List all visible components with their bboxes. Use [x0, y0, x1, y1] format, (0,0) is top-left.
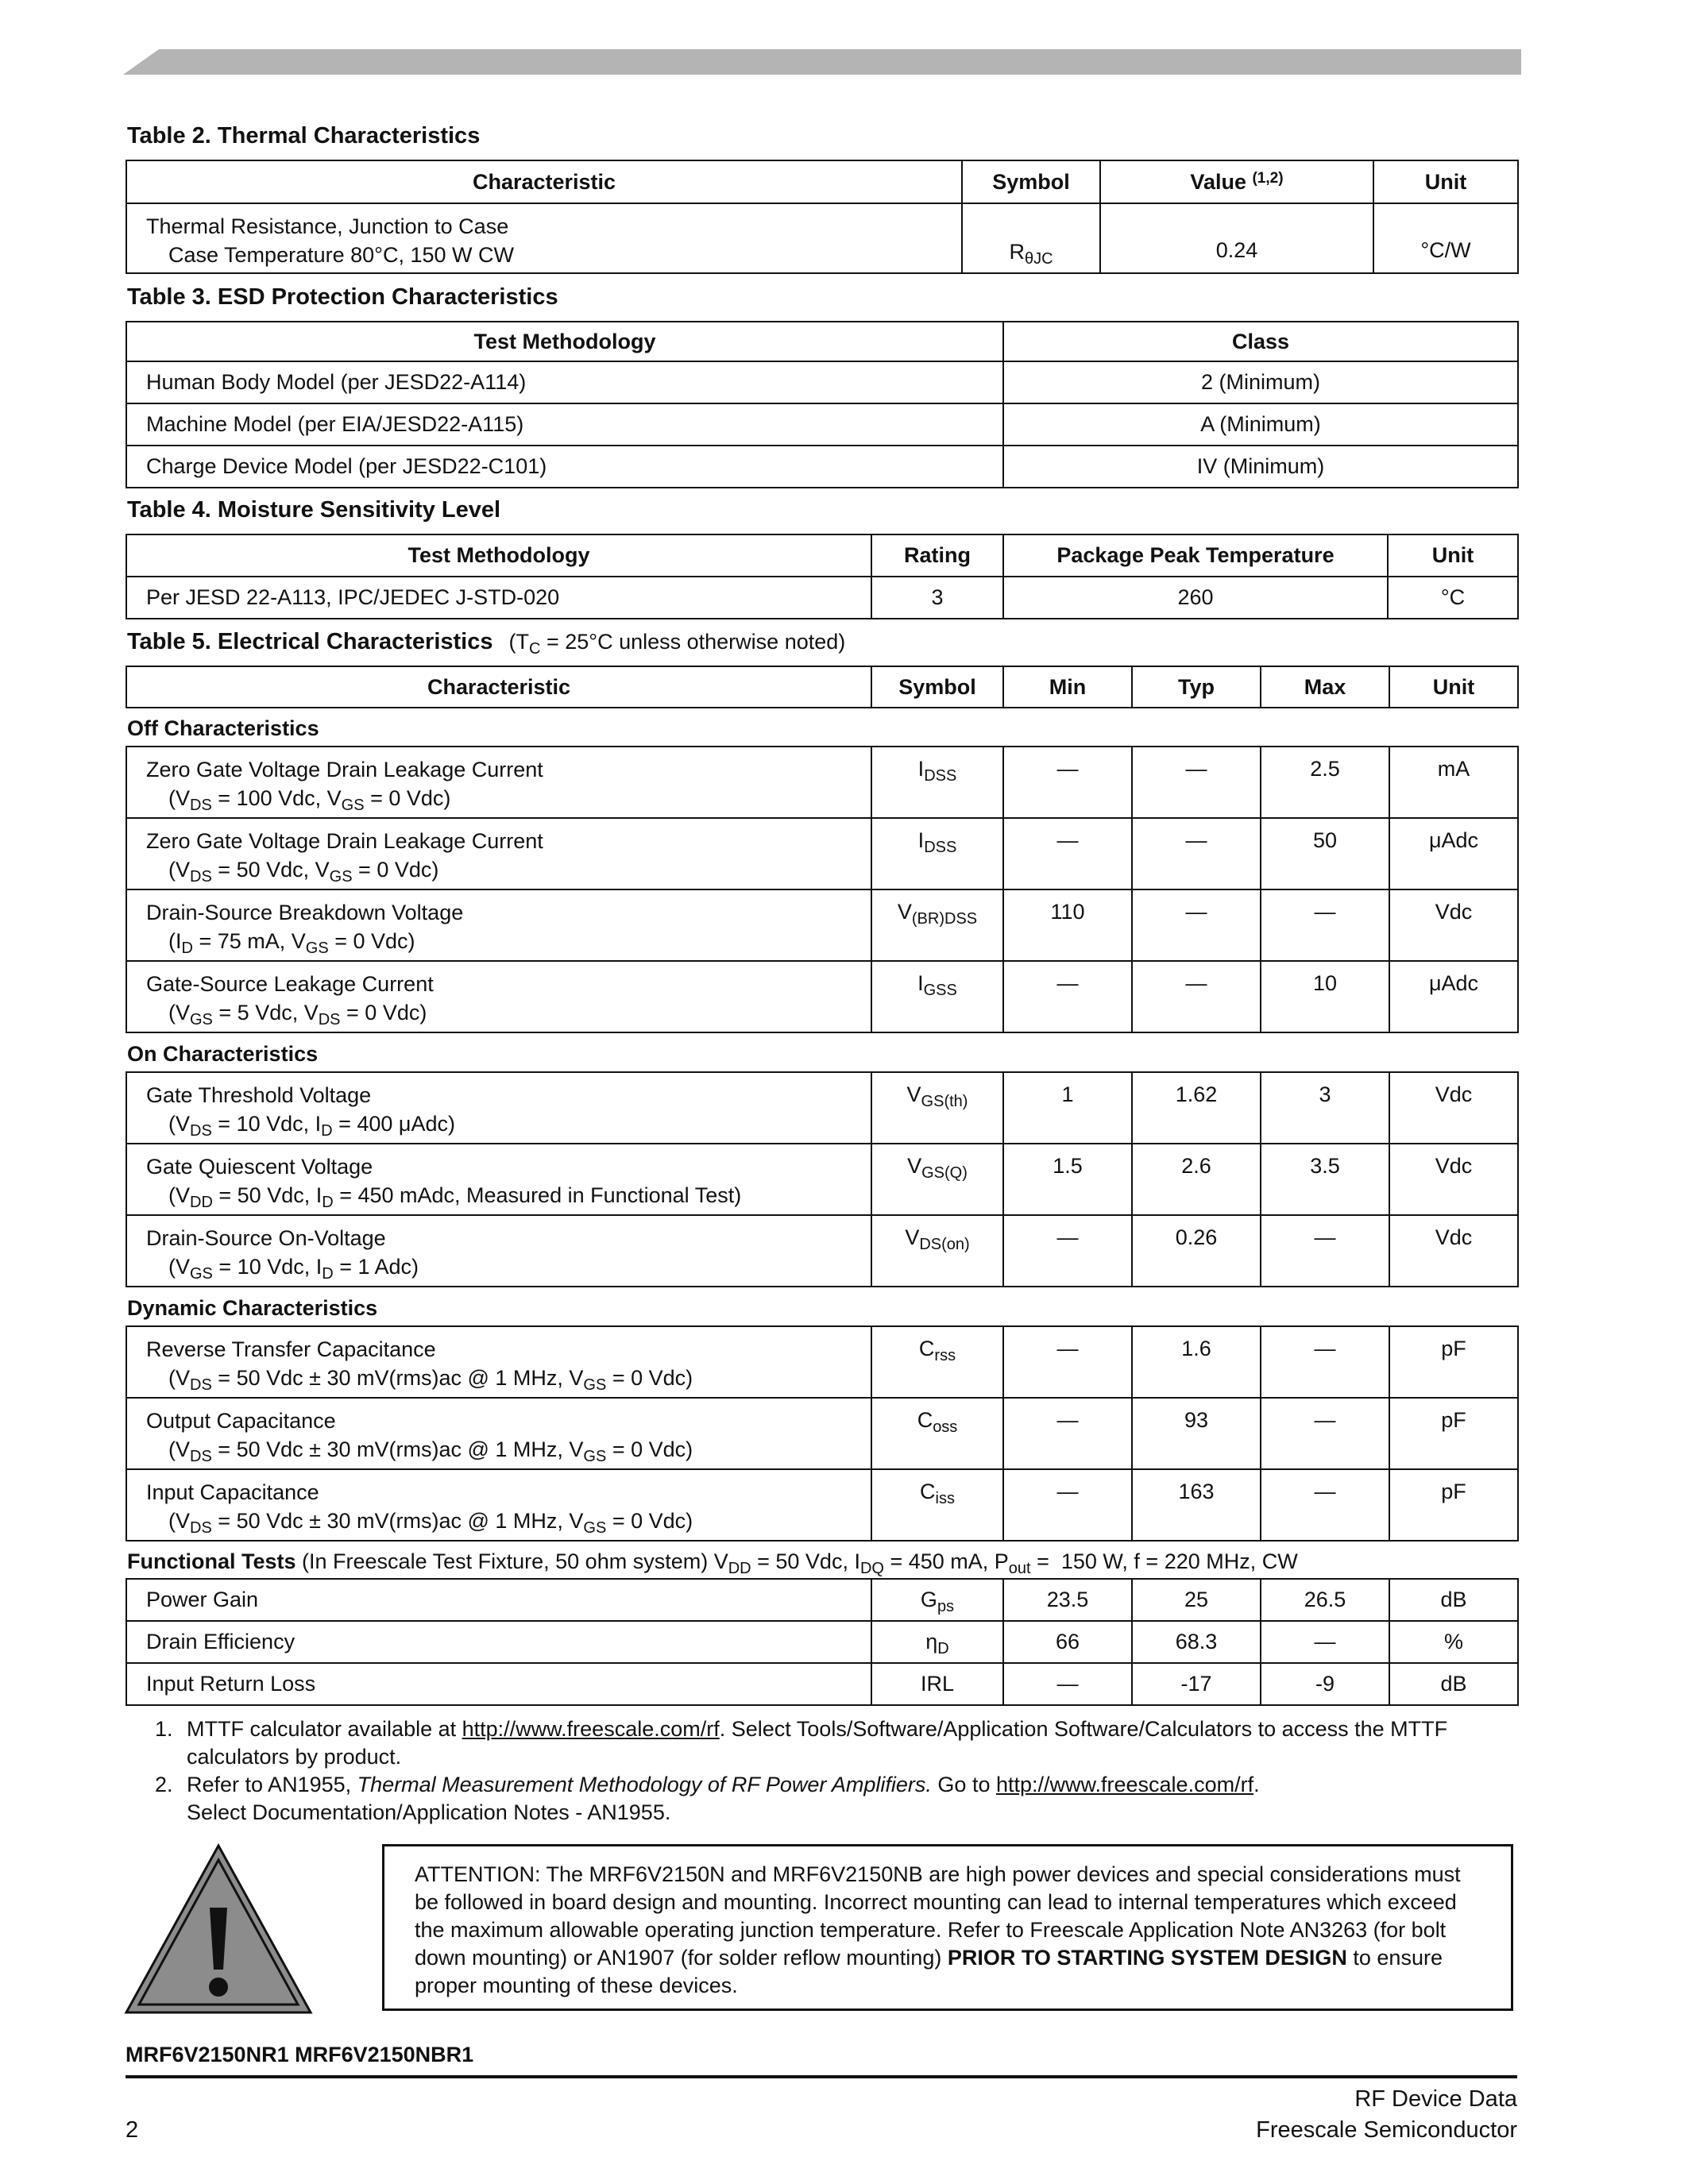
msl-table — [126, 534, 1519, 619]
thermal-table — [126, 160, 1519, 274]
unit-cell: pF — [1389, 1469, 1518, 1541]
esd-method: Human Body Model (per JESD22-A114) — [126, 361, 1003, 403]
header-characteristic: Characteristic — [126, 160, 962, 203]
symbol-cell: $V_{GS(th)}$ — [871, 1072, 1003, 1144]
typ-cell: — — [1132, 818, 1261, 889]
symbol-cell: $\eta_D$ — [871, 1621, 1003, 1663]
typ-cell: 93 — [1132, 1398, 1261, 1469]
typ-cell: 68.3 — [1132, 1621, 1261, 1663]
typ-cell: 1.62 — [1132, 1072, 1261, 1144]
typ-cell: — — [1132, 747, 1261, 818]
esd-table — [126, 321, 1519, 488]
table-row — [126, 1469, 1518, 1541]
typ-cell: 25 — [1132, 1579, 1261, 1621]
typ-cell: 163 — [1132, 1469, 1261, 1541]
table-row — [126, 818, 1518, 889]
table-row — [126, 747, 1518, 818]
max-cell: 2.5 — [1261, 747, 1389, 818]
warning-icon — [123, 1843, 314, 2016]
header-test-methodology: Test Methodology — [126, 322, 1003, 361]
unit-cell: mA — [1389, 747, 1518, 818]
esd-class: A (Minimum) — [1003, 403, 1518, 446]
table-row — [126, 961, 1518, 1032]
thermal-characteristic: Thermal Resistance, Junction to Case Case Temperature 80°C, 150 W CW — [126, 203, 962, 273]
header-bar — [123, 49, 1521, 75]
electrical-header-table — [126, 666, 1519, 708]
msl-unit: °C — [1388, 577, 1518, 619]
attention-box: ATTENTION: The MRF6V2150N and MRF6V2150NB are high power devices and special considerations must be followed in board design and mounting. Incorrect mounting can lead to internal temperatures which exceed the maximum allowable operating junction temperature. Refer to Freescale Application Note AN3263 (for bolt down mounting) or AN1907 (for solder reflow mounting) PRIOR TO STARTING SYSTEM DESIGN to ensure proper mounting of these devices. — [382, 1844, 1513, 2011]
max-cell: — — [1261, 1469, 1389, 1541]
symbol-cell: $I_{GSS}$ — [871, 961, 1003, 1032]
header-rating: Rating — [871, 534, 1003, 577]
min-cell: — — [1003, 1398, 1132, 1469]
on-characteristics-table — [126, 1071, 1519, 1287]
unit-cell: Vdc — [1389, 1144, 1518, 1215]
header-symbol: Symbol — [871, 666, 1003, 708]
unit-cell: Vdc — [1389, 889, 1518, 961]
header-unit: Unit — [1389, 666, 1518, 708]
unit-cell: % — [1389, 1621, 1518, 1663]
unit-cell: dB — [1389, 1663, 1518, 1705]
table-row — [126, 1621, 1518, 1663]
max-cell: — — [1261, 1215, 1389, 1287]
header-package-peak-temperature: Package Peak Temperature — [1003, 534, 1388, 577]
max-cell: 26.5 — [1261, 1579, 1389, 1621]
header-unit: Unit — [1388, 534, 1518, 577]
table5-condition: ($T_C = 25^\circ C$ unless otherwise noted) — [508, 630, 846, 658]
characteristic-cell: Gate Quiescent Voltage ($V_{DD} = 50$ Vdc, $I_D = 450$ mAdc, Measured in Functional Test) — [126, 1144, 871, 1215]
max-cell: -9 — [1261, 1663, 1389, 1705]
table4-title: Table 4. Moisture Sensitivity Level — [127, 497, 501, 523]
off-characteristics-title: Off Characteristics — [127, 716, 319, 740]
functional-tests-table — [126, 1578, 1519, 1706]
functional-tests-conditions: (In Freescale Test Fixture, 50 ohm system) $V_{DD} = 50$ Vdc, $I_{DQ} = 450$ mA, $P_{out} = 150$ W, f = 220 MHz, CW — [295, 1549, 1298, 1577]
unit-cell: pF — [1389, 1326, 1518, 1398]
functional-tests-title: Functional Tests (In Freescale Test Fixture, 50 ohm system) $V_{DD} = 50$ Vdc, $I_{DQ} = 450$ mA, $P_{out} = 150$ W, f = 220 MHz, CW — [127, 1549, 1298, 1577]
min-cell: 1 — [1003, 1072, 1132, 1144]
min-cell: — — [1003, 1215, 1132, 1287]
max-cell: — — [1261, 1398, 1389, 1469]
max-cell: 10 — [1261, 961, 1389, 1032]
min-cell: — — [1003, 818, 1132, 889]
symbol-cell: $V_{GS(Q)}$ — [871, 1144, 1003, 1215]
symbol-cell: $V_{(BR)DSS}$ — [871, 889, 1003, 961]
table-row — [126, 1326, 1518, 1398]
header-test-methodology: Test Methodology — [126, 534, 871, 577]
header-class: Class — [1003, 322, 1518, 361]
esd-method: Charge Device Model (per JESD22-C101) — [126, 446, 1003, 488]
freescale-rf-link[interactable]: http://www.freescale.com/rf — [462, 1717, 720, 1741]
table-row — [126, 1072, 1518, 1144]
unit-cell: μAdc — [1389, 961, 1518, 1032]
table-row — [126, 1144, 1518, 1215]
characteristic-cell: Input Return Loss — [126, 1663, 871, 1705]
footnotes — [155, 1715, 1521, 1827]
typ-cell: 0.26 — [1132, 1215, 1261, 1287]
symbol-cell: $I_{DSS}$ — [871, 747, 1003, 818]
footer-rule — [126, 2075, 1517, 2078]
thermal-unit: °C/W — [1373, 203, 1518, 273]
characteristic-cell: Gate-Source Leakage Current ($V_{GS} = 5$ Vdc, $V_{DS} = 0$ Vdc) — [126, 961, 871, 1032]
characteristic-cell: Drain Efficiency — [126, 1621, 871, 1663]
footer-company: Freescale Semiconductor — [1256, 2117, 1517, 2143]
table5-title: Table 5. Electrical Characteristics ($T_C = 25^\circ C$ unless otherwise noted) — [127, 629, 846, 658]
page-number: 2 — [126, 2117, 139, 2143]
header-symbol: Symbol — [962, 160, 1100, 203]
max-cell: 50 — [1261, 818, 1389, 889]
characteristic-cell: Reverse Transfer Capacitance ($V_{DS} = 50$ Vdc ± 30 mV(rms)ac @ 1 MHz, $V_{GS} = 0$ Vdc) — [126, 1326, 871, 1398]
dynamic-characteristics-table — [126, 1325, 1519, 1542]
esd-class: 2 (Minimum) — [1003, 361, 1518, 403]
unit-cell: μAdc — [1389, 818, 1518, 889]
footnote-2: 2. Refer to AN1955, Thermal Measurement Methodology of RF Power Amplifiers. Go to http://www.freescale.com/rf. Select Documentation/Application Notes - AN1955. — [155, 1773, 1260, 1824]
on-characteristics-title: On Characteristics — [127, 1042, 319, 1066]
header-characteristic: Characteristic — [126, 666, 871, 708]
table-row — [126, 1215, 1518, 1287]
min-cell: 110 — [1003, 889, 1132, 961]
table-row — [126, 1398, 1518, 1469]
typ-cell: 2.6 — [1132, 1144, 1261, 1215]
max-cell: — — [1261, 1621, 1389, 1663]
footer-category: RF Device Data — [1354, 2086, 1517, 2112]
header-min: Min — [1003, 666, 1132, 708]
unit-cell: pF — [1389, 1398, 1518, 1469]
max-cell: — — [1261, 889, 1389, 961]
unit-cell: Vdc — [1389, 1215, 1518, 1287]
dynamic-characteristics-title: Dynamic Characteristics — [127, 1296, 378, 1320]
characteristic-cell: Input Capacitance ($V_{DS} = 50$ Vdc ± 30 mV(rms)ac @ 1 MHz, $V_{GS} = 0$ Vdc) — [126, 1469, 871, 1541]
unit-cell: Vdc — [1389, 1072, 1518, 1144]
max-cell: — — [1261, 1326, 1389, 1398]
msl-rating: 3 — [871, 577, 1003, 619]
characteristic-cell: Zero Gate Voltage Drain Leakage Current ($V_{DS} = 50$ Vdc, $V_{GS} = 0$ Vdc) — [126, 818, 871, 889]
thermal-value: 0.24 — [1100, 203, 1373, 273]
min-cell: — — [1003, 1663, 1132, 1705]
esd-class: IV (Minimum) — [1003, 446, 1518, 488]
unit-cell: dB — [1389, 1579, 1518, 1621]
table3-title: Table 3. ESD Protection Characteristics — [127, 284, 558, 310]
characteristic-cell: Gate Threshold Voltage ($V_{DS} = 10$ Vdc, $I_D = 400$ μAdc) — [126, 1072, 871, 1144]
table2-title: Table 2. Thermal Characteristics — [127, 123, 481, 149]
symbol-cell: $I_{DSS}$ — [871, 818, 1003, 889]
footnote-1: 1. MTTF calculator available at http://www.freescale.com/rf. Select Tools/Software/Application Software/Calculators to access the MTTF calculators by product. — [155, 1717, 1448, 1769]
min-cell: — — [1003, 1469, 1132, 1541]
typ-cell: — — [1132, 961, 1261, 1032]
freescale-rf-link[interactable]: http://www.freescale.com/rf — [995, 1773, 1254, 1796]
characteristic-cell: Power Gain — [126, 1579, 871, 1621]
header-value: Value $^{(1,2)}$ — [1100, 160, 1373, 203]
symbol-cell: $C_{oss}$ — [871, 1398, 1003, 1469]
min-cell: — — [1003, 1326, 1132, 1398]
min-cell: 66 — [1003, 1621, 1132, 1663]
msl-temperature: 260 — [1003, 577, 1388, 619]
symbol-cell: $V_{DS(on)}$ — [871, 1215, 1003, 1287]
symbol-cell: IRL — [871, 1663, 1003, 1705]
table-row — [126, 889, 1518, 961]
characteristic-cell: Drain-Source Breakdown Voltage ($I_D = 75$ mA, $V_{GS} = 0$ Vdc) — [126, 889, 871, 961]
header-typ: Typ — [1132, 666, 1261, 708]
symbol-cell: $G_{ps}$ — [871, 1579, 1003, 1621]
min-cell: 1.5 — [1003, 1144, 1132, 1215]
thermal-symbol: $R_{\theta JC}$ — [962, 203, 1100, 273]
min-cell: 23.5 — [1003, 1579, 1132, 1621]
characteristic-cell: Drain-Source On-Voltage ($V_{GS} = 10$ Vdc, $I_D = 1$ Adc) — [126, 1215, 871, 1287]
typ-cell: -17 — [1132, 1663, 1261, 1705]
symbol-cell: $C_{rss}$ — [871, 1326, 1003, 1398]
typ-cell: — — [1132, 889, 1261, 961]
symbol-cell: $C_{iss}$ — [871, 1469, 1003, 1541]
max-cell: 3.5 — [1261, 1144, 1389, 1215]
min-cell: — — [1003, 961, 1132, 1032]
typ-cell: 1.6 — [1132, 1326, 1261, 1398]
msl-method: Per JESD 22-A113, IPC/JEDEC J-STD-020 — [126, 577, 871, 619]
table-row — [126, 1579, 1518, 1621]
table-row — [126, 1663, 1518, 1705]
characteristic-cell: Zero Gate Voltage Drain Leakage Current ($V_{DS} = 100$ Vdc, $V_{GS} = 0$ Vdc) — [126, 747, 871, 818]
part-number: MRF6V2150NR1 MRF6V2150NBR1 — [126, 2043, 474, 2066]
min-cell: — — [1003, 747, 1132, 818]
off-characteristics-table — [126, 746, 1519, 1033]
characteristic-cell: Output Capacitance ($V_{DS} = 50$ Vdc ± 30 mV(rms)ac @ 1 MHz, $V_{GS} = 0$ Vdc) — [126, 1398, 871, 1469]
header-max: Max — [1261, 666, 1389, 708]
max-cell: 3 — [1261, 1072, 1389, 1144]
esd-method: Machine Model (per EIA/JESD22-A115) — [126, 403, 1003, 446]
header-unit: Unit — [1373, 160, 1518, 203]
